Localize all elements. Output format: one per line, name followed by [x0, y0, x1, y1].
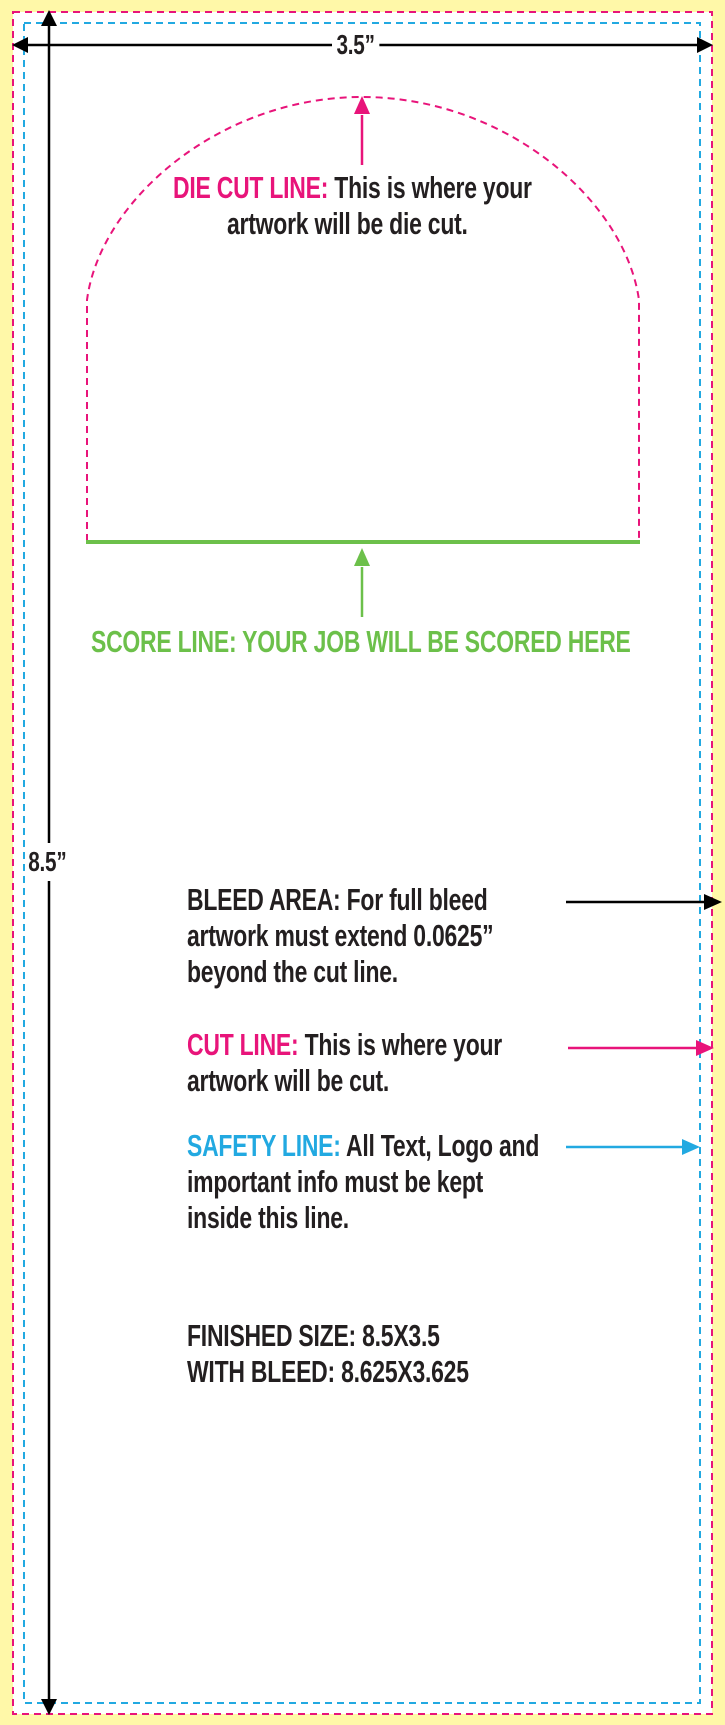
die-cut-title: DIE CUT LINE:: [173, 170, 329, 205]
score-text: SCORE LINE: YOUR JOB WILL BE SCORED HERE: [91, 624, 631, 659]
bleed-text-line1: [187, 882, 488, 918]
cut-desc-1: This is where your: [304, 1027, 503, 1062]
die-cut-text-line2: artwork will be die cut.: [227, 206, 468, 241]
safety-text-line1: [187, 1128, 539, 1164]
cut-text-line2: artwork will be cut.: [187, 1063, 390, 1098]
height-label: 8.5”: [26, 843, 69, 881]
safety-text-line3: inside this line.: [187, 1200, 349, 1235]
with-bleed-text: WITH BLEED: 8.625X3.625: [187, 1354, 469, 1389]
die-cut-text-line1: [173, 170, 532, 206]
safety-text-line2: important info must be kept: [187, 1164, 484, 1199]
safety-desc-1: All Text, Logo and: [345, 1128, 540, 1163]
bleed-desc-1: : For full bleed: [333, 882, 488, 917]
width-label: 3.5”: [332, 30, 379, 60]
bleed-text-line3: beyond the cut line.: [187, 954, 398, 989]
die-cut-desc-1: This is where your: [334, 170, 532, 205]
safety-title: SAFETY LINE:: [187, 1128, 341, 1163]
bleed-title: BLEED AREA: [187, 882, 334, 917]
trim-area: [13, 12, 712, 1714]
finished-size-text: FINISHED SIZE: 8.5X3.5: [187, 1318, 440, 1353]
bleed-text-line2: artwork must extend 0.0625”: [187, 918, 494, 953]
cut-title: CUT LINE:: [187, 1027, 299, 1062]
cut-text-line1: [187, 1027, 502, 1063]
